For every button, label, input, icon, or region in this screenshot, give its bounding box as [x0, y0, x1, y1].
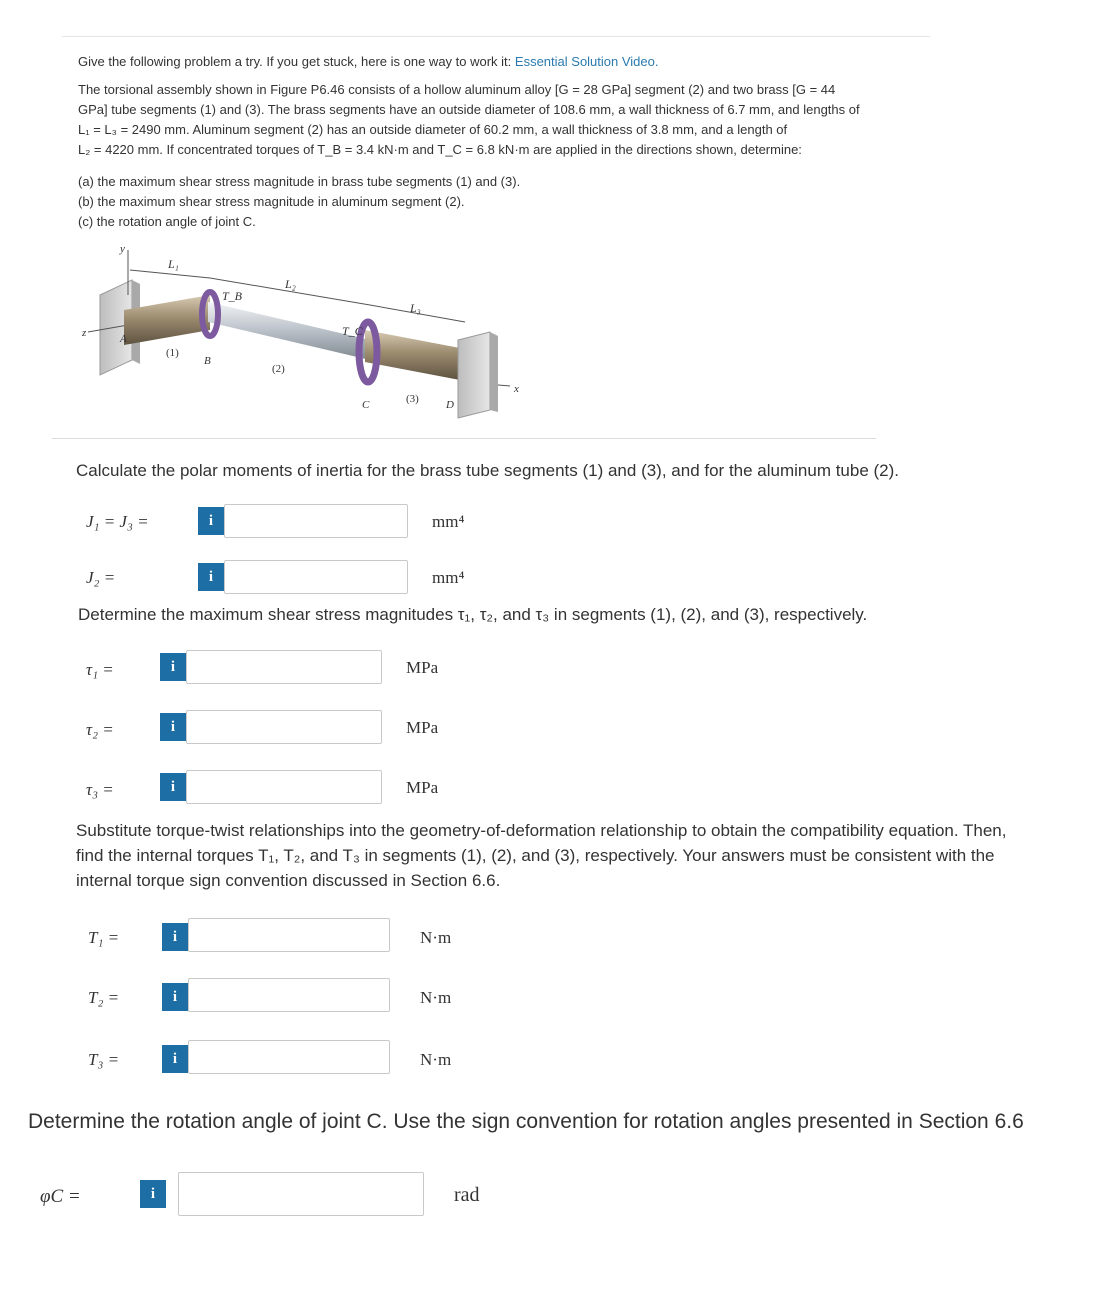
intro-text: Give the following problem a try. If you get stuck, here is one way to work it: — [78, 54, 515, 69]
problem-line-4: L₂ = 4220 mm. If concentrated torques of T_B = 3.4 kN·m and T_C = 6.8 kN·m are applied in the directions shown, determine: — [78, 142, 802, 157]
tau2-unit: MPa — [406, 718, 439, 737]
intro-line — [78, 52, 928, 72]
problem-line-3: L₁ = L₃ = 2490 mm. Aluminum segment (2) has an outside diameter of 60.2 mm, a wall thickness of 3.8 mm, and a length of — [78, 122, 788, 137]
phi-c-label: φC = — [40, 1186, 81, 1207]
figure-divider — [52, 438, 876, 439]
tau1-input[interactable] — [186, 650, 382, 684]
problem-line-2: GPa] tube segments (1) and (3). The brass segments have an outside diameter of 108.6 mm, a wall thickness of 6.7 mm, and lengths of — [78, 102, 860, 117]
part-a: (a) the maximum shear stress magnitude in brass tube segments (1) and (3). — [78, 174, 521, 189]
t3-label: T₃ = — [88, 1050, 120, 1069]
step3-line-3: internal torque sign convention discussed in Section 6.6. — [76, 871, 501, 890]
dim-l1 — [130, 270, 210, 278]
step4-instructions: Determine the rotation angle of joint C. Use the sign convention for rotation angles presented in Section 6.6 — [28, 1110, 1024, 1133]
label-tb: T_B — [222, 289, 243, 303]
right-wall — [458, 332, 490, 418]
label-d: D — [446, 399, 454, 411]
step1-instructions: Calculate the polar moments of inertia for the brass tube segments (1) and (3), and for the aluminum tube (2). — [76, 461, 900, 480]
t1-unit: N·m — [420, 928, 452, 947]
info-icon[interactable]: i — [160, 773, 186, 801]
part-b: (b) the maximum shear stress magnitude in aluminum segment (2). — [78, 194, 465, 209]
t3-input[interactable] — [188, 1040, 390, 1074]
info-icon[interactable]: i — [162, 923, 188, 951]
label-l1: L₁ — [168, 257, 179, 271]
label-l2: L₂ — [285, 277, 296, 291]
problem-parts — [78, 172, 928, 232]
label-a: A — [120, 333, 127, 345]
tau3-input[interactable] — [186, 770, 382, 804]
t3-unit: N·m — [420, 1050, 452, 1069]
step3-line-2: find the internal torques T₁, T₂, and T₃ in segments (1), (2), and (3), respectively. Your answers must be consistent with the — [76, 846, 995, 865]
info-icon[interactable]: i — [198, 507, 224, 535]
j2-label: J₂ = — [86, 568, 116, 587]
phi-c-input[interactable] — [178, 1172, 424, 1216]
t1-label: T₁ = — [88, 928, 120, 947]
step3-instructions — [76, 818, 1099, 893]
tau3-label: τ₃ = — [86, 780, 114, 799]
label-seg3: (3) — [406, 393, 419, 405]
problem-statement — [78, 80, 928, 160]
tau3-unit: MPa — [406, 778, 439, 797]
j2-unit: mm⁴ — [432, 568, 465, 587]
part-c: (c) the rotation angle of joint C. — [78, 214, 256, 229]
label-tc: T_C — [342, 324, 363, 338]
top-divider — [62, 36, 930, 37]
x-axis — [498, 385, 510, 386]
info-icon[interactable]: i — [162, 983, 188, 1011]
label-y: y — [120, 243, 125, 255]
tau2-label: τ₂ = — [86, 720, 114, 739]
label-b: B — [204, 355, 211, 367]
figure-svg — [80, 240, 540, 430]
label-seg1: (1) — [166, 347, 179, 359]
j13-label: J₁ = J₃ = — [86, 512, 149, 531]
j2-input[interactable] — [224, 560, 408, 594]
tau2-input[interactable] — [186, 710, 382, 744]
tau1-unit: MPa — [406, 658, 439, 677]
label-c: C — [362, 399, 370, 411]
info-icon[interactable]: i — [198, 563, 224, 591]
t2-unit: N·m — [420, 988, 452, 1007]
label-z: z — [82, 327, 87, 339]
info-icon[interactable]: i — [140, 1180, 166, 1208]
label-seg2: (2) — [272, 363, 285, 375]
label-l3: L₃ — [410, 301, 421, 315]
t2-label: T₂ = — [88, 988, 120, 1007]
info-icon[interactable]: i — [160, 713, 186, 741]
t2-input[interactable] — [188, 978, 390, 1012]
solution-video-link[interactable]: Essential Solution Video. — [514, 54, 659, 69]
j13-input[interactable] — [224, 504, 408, 538]
torsional-assembly-figure — [80, 240, 540, 430]
j13-unit: mm⁴ — [432, 512, 465, 531]
step3-line-1: Substitute torque-twist relationships into the geometry-of-deformation relationship to obtain the compatibility equation. Then, — [76, 821, 1007, 840]
t1-input[interactable] — [188, 918, 390, 952]
label-x: x — [514, 383, 519, 395]
phi-c-unit: rad — [454, 1184, 480, 1206]
step2-instructions: Determine the maximum shear stress magnitudes τ₁, τ₂, and τ₃ in segments (1), (2), and (3), respectively. — [78, 605, 868, 624]
info-icon[interactable]: i — [160, 653, 186, 681]
problem-line-1: The torsional assembly shown in Figure P6.46 consists of a hollow aluminum alloy [G = 28 GPa] segment (2) and two brass [G = 44 — [78, 82, 836, 97]
right-wall-side — [490, 332, 498, 412]
info-icon[interactable]: i — [162, 1045, 188, 1073]
tau1-label: τ₁ = — [86, 660, 114, 679]
